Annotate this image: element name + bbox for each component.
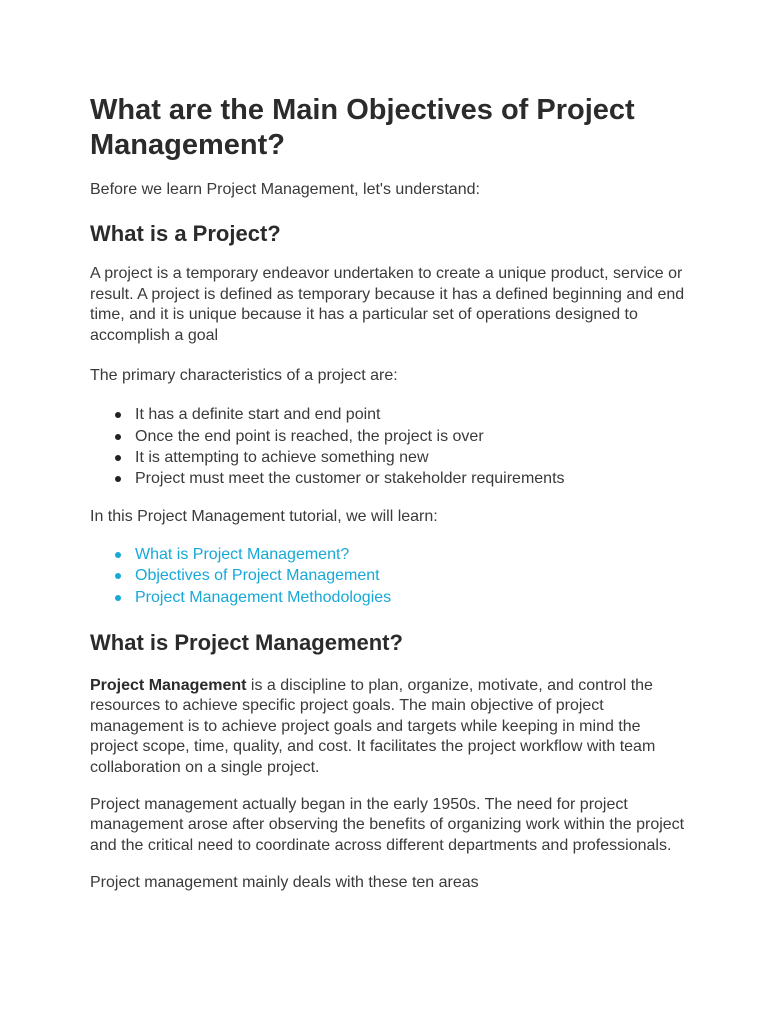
list-item: It has a definite start and end point xyxy=(90,404,690,425)
list-item: Project must meet the customer or stakeholder requirements xyxy=(90,468,690,489)
link-what-is-project-management[interactable]: What is Project Management? xyxy=(90,544,690,565)
list-item: It is attempting to achieve something new xyxy=(90,447,690,468)
definition-text: is a discipline to plan, organize, motivate, and control the resources to achieve specific project goals. The main objective of project management is to achieve project goals and targets while keeping in mind the project scope, time, quality, and cost. It facilitates the project workflow with team collaboration on a single project. xyxy=(90,676,656,776)
tutorial-links-list xyxy=(90,544,690,608)
project-management-areas-intro: Project management mainly deals with these ten areas xyxy=(90,874,479,892)
tutorial-intro: In this Project Management tutorial, we will learn: xyxy=(90,507,438,525)
document-page xyxy=(90,93,690,894)
characteristics-intro: The primary characteristics of a project are: xyxy=(90,367,398,385)
section-heading-project: What is a Project? xyxy=(90,221,281,247)
link-project-management-methodologies[interactable]: Project Management Methodologies xyxy=(90,587,690,608)
link-objectives-of-project-management[interactable]: Objectives of Project Management xyxy=(90,565,690,586)
project-management-definition-paragraph xyxy=(90,676,690,778)
project-management-history-paragraph: Project management actually began in the early 1950s. The need for project management arose after observing the benefits of organizing work within the project and the critical need to coordinate across different departments and professionals. xyxy=(90,795,685,854)
characteristics-list xyxy=(90,404,690,489)
page-title: What are the Main Objectives of Project Management? xyxy=(90,94,635,161)
definition-term: Project Management xyxy=(90,676,247,694)
intro-paragraph: Before we learn Project Management, let's understand: xyxy=(90,181,480,198)
list-item: Once the end point is reached, the project is over xyxy=(90,426,690,447)
section-heading-project-management: What is Project Management? xyxy=(90,629,403,655)
project-definition-paragraph: A project is a temporary endeavor undertaken to create a unique product, service or result. A project is defined as temporary because it has a defined beginning and end time, and it is unique because it has a particular set of operations designed to accomplish a goal xyxy=(90,265,685,344)
